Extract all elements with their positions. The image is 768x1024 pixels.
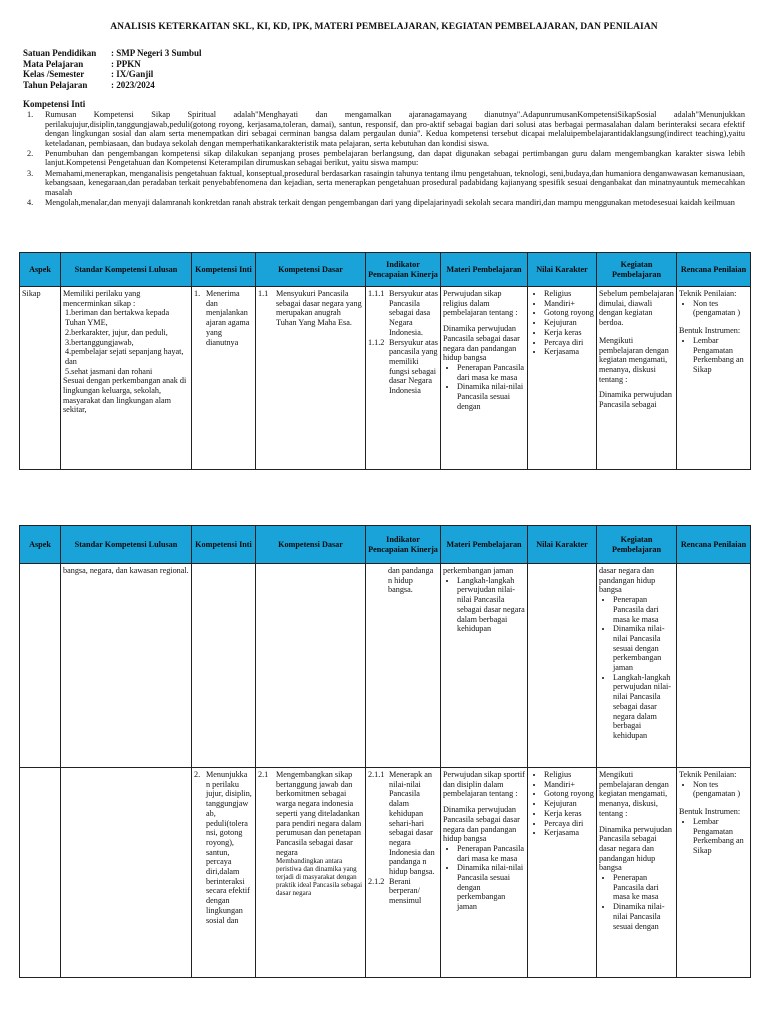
ki-list: [23, 110, 745, 208]
list-item: • Kerja keras: [544, 328, 594, 338]
ipk-cell: [366, 768, 441, 978]
ki-text: Rumusan Kompetensi Sikap Spiritual adalah"Menghayati dan mengamalkan ajaranagamayang dianutnya".AdapunrumusanKompetensiSikapSosial adalah"Menunjukkan perilakujujur,disiplin,tanggungjawab,peduli(gotong royong, kerjasama,toleran, damai), santun, responsif, dan pro-aktif sebagai bagian dari solusi atas berbagai permasalahan dalam berinteraksi secara efektif dengan lingkungan sosial dan alam serta menempatkan diri sebagai cerminan bangsa dalam pergaulan dunia". Kedua kompetensi tersebut dicapai melaluipembelajarantidaklangsung(indirect teaching),yaitu keteladanan, pembiasaan, dan budaya sekolah dengan memperhatikankarakteristik mata pelajaran, serta kebutuhan dan kondisi siswa.: [45, 110, 745, 148]
list-item: • Mandiri+: [544, 299, 594, 309]
column-header: Aspek: [20, 526, 61, 564]
list-item: • Langkah-langkah perwujudan nilai-nilai Pancasila sebagai dasar negara dalam berbagai kehidupan: [613, 673, 674, 741]
materi-mid: Dinamika perwujudan Pancasila sebagai dasar negara dan pandangan hidup bangsa: [443, 324, 520, 363]
kegiatan-text-2: Mengikuti pembelajaran dengan kegiatan mengamati, menanya, diskusi tentang :: [599, 335, 669, 384]
aspek-cell: [20, 768, 61, 978]
ipk-number: 1.1.2: [368, 337, 385, 347]
ki-number: 3.: [27, 168, 34, 178]
ki-text: Penumbuhan dan pengembangan kompetensi sikap dilakukan sepanjang proses pembelajaran berlangsung, dan dapat digunakan sebagai pertimbangan guru dalam mengembangkan karakter siswa lebih lanjut.Kompetensi Pengetahuan dan Kompetensi Keterampilan dirumuskan sebagai berikut, yaitu siswa mampu:: [45, 148, 745, 168]
table-row: [20, 287, 751, 470]
ipk-item: [368, 770, 438, 877]
list-item: • Mandiri+: [544, 780, 594, 790]
identity-row: [23, 59, 202, 70]
column-header: Rencana Penilaian: [677, 526, 751, 564]
column-header: Materi Pembelajaran: [441, 526, 528, 564]
list-item: • Religius: [544, 289, 594, 299]
table-row: [20, 564, 751, 768]
kd-note: Membandingkan antara peristiwa dan dinamika yang terjadi di masyarakat dengan praktik ideal Pancasila sebagai dasar negara: [276, 857, 363, 898]
kegiatan-cell: [597, 768, 677, 978]
materi-bullets: [443, 363, 525, 412]
list-item: • Langkah-langkah perwujudan nilai-nilai Pancasila sebagai dasar negara dalam berbagai kehidupan: [457, 576, 525, 634]
materi-bullets: [443, 844, 525, 912]
ipk-item: [368, 338, 438, 396]
list-item: • Dinamika nilai-nilai Pancasila sesuai dengan: [457, 382, 525, 411]
ipk-text: Menerapk an nilai-nilai Pancasila dalam kehidupan sehari-hari sebagai dasar negara Indonesia dan pandanga n hidup bangsa.: [389, 770, 435, 877]
kd-item: [258, 770, 363, 857]
ipk-cell: [366, 287, 441, 470]
kegiatan-cell: [597, 564, 677, 768]
skl-text: bangsa, negara, dan kawasan regional.: [63, 566, 189, 575]
list-item: • Gotong royong: [544, 308, 594, 318]
list-item: • Kerjasama: [544, 828, 594, 838]
list-item: • Religius: [544, 770, 594, 780]
identity-value: : PPKN: [111, 58, 141, 69]
ki-number: 1.: [194, 289, 201, 298]
column-header: Rencana Penilaian: [677, 253, 751, 287]
ki-number: 2.: [194, 770, 201, 779]
analysis-table-1: [19, 252, 751, 470]
rencana-cell: [677, 287, 751, 470]
list-item: • Kerja keras: [544, 809, 594, 819]
list-item: • Penerapan Pancasila dari masa ke masa: [613, 595, 674, 624]
bentuk-instrumen-label: Bentuk Instrumen:: [679, 807, 741, 817]
skl-cell: [61, 768, 192, 978]
nilai-cell: [528, 287, 597, 470]
ki-cell: [192, 768, 256, 978]
kegiatan-bullets: [599, 595, 674, 741]
skl-item: 4.pembelajar sejati sepanjang hayat, dan: [65, 347, 184, 366]
ipk-number: 2.1.1: [368, 770, 385, 779]
ki-item: [194, 770, 253, 925]
ki-heading: Kompetensi Inti: [23, 99, 86, 109]
list-item: • Kerjasama: [544, 347, 594, 357]
column-header: Nilai Karakter: [528, 253, 597, 287]
analysis-table-2: [19, 525, 751, 978]
rencana-cell: [677, 564, 751, 768]
ki-list-item: [23, 149, 745, 168]
ki-number: 4.: [27, 197, 34, 207]
page-title: ANALISIS KETERKAITAN SKL, KI, KD, IPK, MATERI PEMBELAJARAN, KEGIATAN PEMBELAJARAN, DAN PENILAIAN: [110, 22, 658, 32]
list-item: • Percaya diri: [544, 338, 594, 348]
kegiatan-text-1: Sebelum pembelajaran dimulai, diawali dengan kegiatan berdoa.: [599, 289, 674, 328]
column-header: Kompetensi Inti: [192, 526, 256, 564]
list-item: • Dinamika nilai-nilai Pancasila sesuai dengan perkembangan jaman: [613, 624, 674, 673]
list-item: • Non tes (pengamatan ): [693, 299, 748, 318]
teknik-list: [679, 299, 748, 318]
ipk-cell: [366, 564, 441, 768]
kd-number: 1.1: [258, 289, 269, 298]
list-item: • Penerapan Pancasila dari masa ke masa: [457, 363, 525, 382]
list-item: • Kejujuran: [544, 799, 594, 809]
kd-item: [258, 289, 363, 328]
column-header: Kompetensi Dasar: [256, 526, 366, 564]
column-header: Kompetensi Dasar: [256, 253, 366, 287]
kegiatan-text-1: Mengikuti pembelajaran dengan kegiatan mengamati, menanya, diskusi, tentang :: [599, 770, 669, 818]
column-header: Indikator Pencapaian Kinerja: [366, 253, 441, 287]
kegiatan-top: dasar negara dan pandangan hidup bangsa: [599, 566, 656, 595]
materi-top: perkembangan jaman: [443, 566, 514, 575]
ipk-text: dan pandanga n hidup bangsa.: [388, 566, 434, 595]
ipk-number: 1.1.1: [368, 289, 385, 298]
column-header: Indikator Pencapaian Kinerja: [366, 526, 441, 564]
skl-item: 1.beriman dan bertakwa kepada Tuhan YME,: [65, 308, 170, 328]
teknik-penilaian-label: Teknik Penilaian:: [679, 289, 737, 298]
list-item: • Dinamika nilai-nilai Pancasila sesuai dengan perkembangan jaman: [457, 863, 525, 912]
bentuk-instrumen-label: Bentuk Instrumen:: [679, 326, 741, 336]
ki-list-item: [23, 169, 745, 198]
ki-text: Menunjukka n perilaku jujur, disiplin, tanggungjaw ab, peduli(tolera nsi, gotong royong), santun, percaya diri,dalam berinteraksi secara efektif dengan lingkungan sosial dan: [206, 770, 252, 925]
ki-text: Menerima dan menjalankan ajaran agama yang dianutnya: [206, 289, 250, 347]
materi-intro: Perwujudan sikap sportif dan disiplin dalam pembelajaran tentang :: [443, 770, 525, 799]
list-item: • Non tes (pengamatan ): [693, 780, 748, 799]
column-header: Kompetensi Inti: [192, 253, 256, 287]
ki-number: 2.: [27, 148, 34, 158]
teknik-penilaian-label: Teknik Penilaian:: [679, 770, 737, 779]
materi-cell: [441, 564, 528, 768]
kegiatan-cell: [597, 287, 677, 470]
bentuk-list: [679, 817, 748, 856]
list-item: • Lembar Pengamatan Perkembang an Sikap: [693, 336, 748, 375]
column-header: Nilai Karakter: [528, 526, 597, 564]
list-item: • Kejujuran: [544, 318, 594, 328]
identity-value: : 2023/2024: [111, 79, 155, 90]
table-header-row: [20, 526, 751, 564]
nilai-list: [530, 770, 594, 838]
column-header: Kegiatan Pembelajaran: [597, 253, 677, 287]
ipk-number: 2.1.2: [368, 876, 385, 886]
kd-text: Mensyukuri Pancasila sebagai dasar negara yang merupakan anugrah Tuhan Yang Maha Esa.: [276, 289, 362, 328]
kd-text: Mengembangkan sikap bertanggung jawab dan berkomitmen sebagai warga negara indonesia seperti yang diteladankan para pendiri negara dalam perumusan dan penetapan Pancasila sebagai dasar negara: [276, 770, 362, 857]
ipk-text: Bersyukur atas pancasila yang memiliki fungsi sebagai dasar Negara Indonesia: [389, 337, 438, 396]
ki-list-item: [23, 110, 745, 148]
list-item: • Dinamika nilai-nilai Pancasila sesuai dengan: [613, 902, 674, 931]
column-header: Aspek: [20, 253, 61, 287]
ki-item: [194, 289, 253, 347]
ipk-text: Bersyukur atas Pancasila sebagai dasa Negara Indonesia.: [389, 289, 438, 337]
ki-text: Mengolah,menalar,dan menyaji dalamranah konkretdan ranah abstrak terkait dengan pengembangan dari yang dipelajarinyadi sekolah secara mandiri,dan mampu menggunakan metodesesuai kaidah keilmuan: [45, 197, 735, 207]
aspek-text: Sikap: [22, 289, 41, 298]
materi-mid: Dinamika perwujudan Pancasila sebagai dasar negara dan pandangan hidup bangsa: [443, 805, 520, 844]
ki-cell: [192, 564, 256, 768]
skl-items: [63, 308, 189, 376]
ki-list-item: [23, 198, 745, 208]
materi-bullets: [443, 576, 525, 634]
identity-value: : IX/Ganjil: [111, 69, 154, 79]
column-header: Materi Pembelajaran: [441, 253, 528, 287]
nilai-list: [530, 289, 594, 357]
ki-text: Memahami,menerapkan, menganalisis pengetahuan faktual, konseptual,prosedural berdasarkan rasaingin tahunya tentang ilmu pengetahuan, teknologi, seni,budaya,dan humaniora denganwawasan kemanusiaan, kebangsaan, kenegaraan,dan peradaban terkait penyebabfenomena dan kejadian, serta menerapkan pengetahuan prosedural padabidang kajianyang spesifik sesuai denganbakat dan minatnyauntuk memecahkan masalah: [45, 168, 745, 197]
nilai-cell: [528, 768, 597, 978]
identity-value: : SMP Negeri 3 Sumbul: [111, 48, 202, 58]
kd-cell: [256, 564, 366, 768]
identity-label: Kelas /Semester: [23, 69, 85, 79]
column-header: Kegiatan Pembelajaran: [597, 526, 677, 564]
materi-cell: [441, 768, 528, 978]
ipk-item: [368, 289, 438, 338]
bentuk-list: [679, 336, 748, 375]
identity-label: Mata Pelajaran: [23, 58, 84, 69]
skl-intro: Memiliki perilaku yang mencerminkan sikap :: [63, 289, 141, 308]
list-item: • Lembar Pengamatan Perkembang an Sikap: [693, 817, 748, 856]
identity-block: [23, 48, 202, 90]
materi-cell: [441, 287, 528, 470]
skl-item: 5.sehat jasmani dan rohani: [65, 366, 153, 376]
aspek-cell: [20, 287, 61, 470]
ki-number: 1.: [27, 110, 34, 119]
aspek-cell: [20, 564, 61, 768]
ipk-item: [368, 877, 438, 906]
kd-cell: [256, 287, 366, 470]
ki-cell: [192, 287, 256, 470]
table-row: [20, 768, 751, 978]
kd-cell: [256, 768, 366, 978]
nilai-cell: [528, 564, 597, 768]
rencana-cell: [677, 768, 751, 978]
kd-number: 2.1: [258, 770, 269, 779]
materi-intro: Perwujudan sikap religius dalam pembelajaran tentang :: [443, 289, 518, 318]
kegiatan-text-2: Dinamika perwujudan Pancasila sebagai dasar negara dan pandangan hidup bangsa: [599, 824, 672, 873]
identity-label: Tahun Pelajaran: [23, 79, 88, 90]
list-item: • Penerapan Pancasila dari masa ke masa: [457, 844, 525, 863]
skl-item: 3.bertanggungjawab,: [65, 337, 134, 347]
identity-row: [23, 80, 202, 91]
identity-row: [23, 48, 202, 59]
skl-cell: [61, 287, 192, 470]
column-header: Standar Kompetensi Lulusan: [61, 526, 192, 564]
list-item: • Percaya diri: [544, 819, 594, 829]
list-item: • Gotong royong: [544, 789, 594, 799]
kegiatan-bullets: [599, 873, 674, 931]
skl-item: 2.berkarakter, jujur, dan peduli,: [65, 327, 168, 337]
identity-row: [23, 69, 202, 80]
ipk-text: Berani berperan/ mensimul: [389, 876, 422, 906]
skl-cell: [61, 564, 192, 768]
list-item: • Penerapan Pancasila dari masa ke masa: [613, 873, 674, 902]
table-header-row: [20, 253, 751, 287]
skl-outro: Sesuai dengan perkembangan anak di lingkungan keluarga, sekolah, masyarakat dan lingkungan alam sekitar,: [63, 376, 187, 415]
identity-label: Satuan Pendidikan: [23, 48, 97, 58]
teknik-list: [679, 780, 748, 799]
column-header: Standar Kompetensi Lulusan: [61, 253, 192, 287]
kegiatan-text-3: Dinamika perwujudan Pancasila sebagai: [599, 390, 672, 410]
